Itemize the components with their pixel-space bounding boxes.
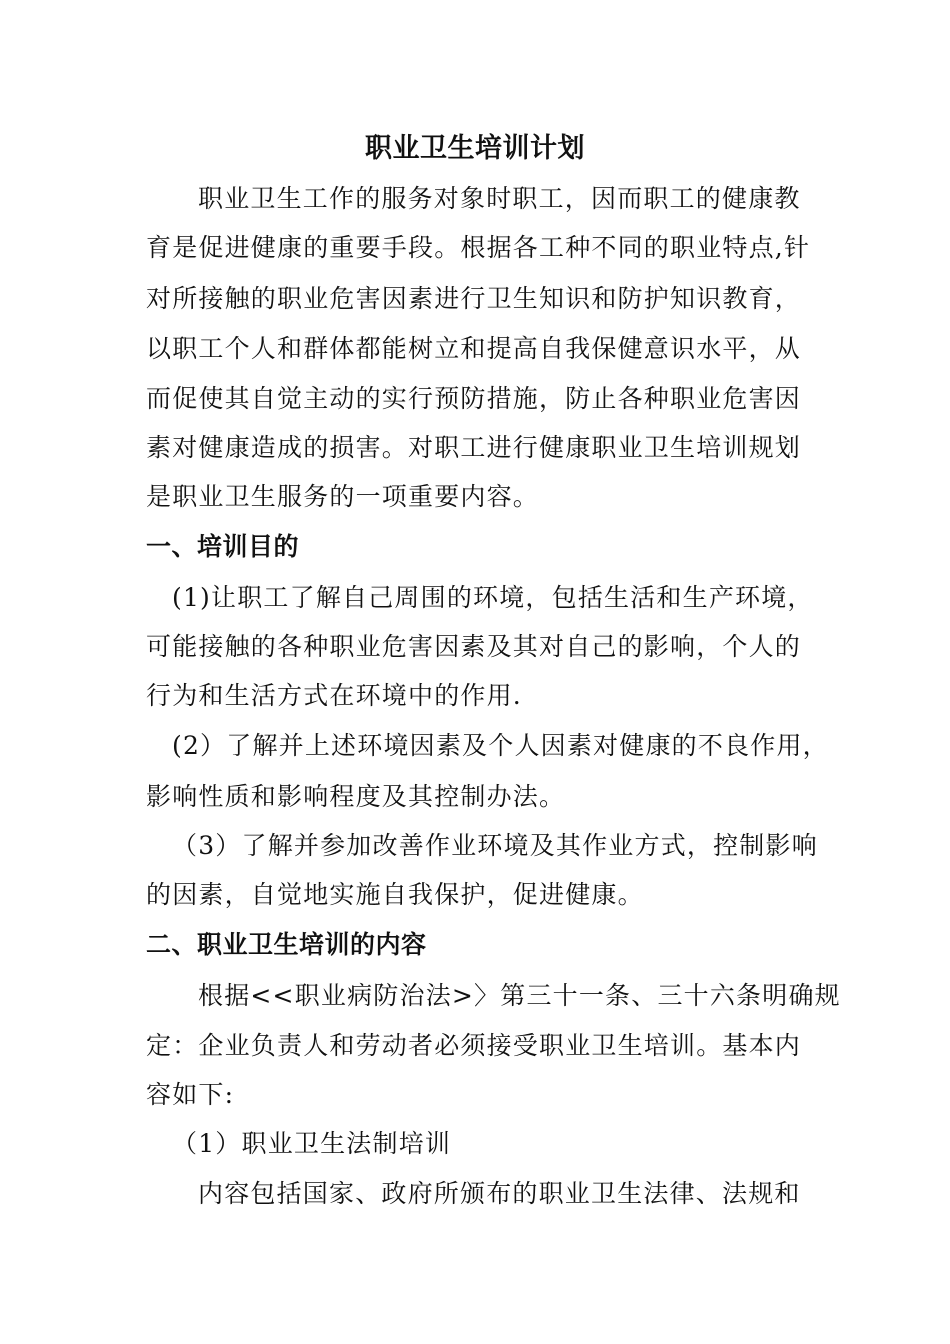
purpose-line-3: 行为和生活方式在环境中的作用. bbox=[146, 681, 522, 710]
intro-line-7: 是职业卫生服务的一项重要内容。 bbox=[146, 482, 540, 511]
intro-line-2: 育是促进健康的重要手段。根据各工种不同的职业特点,针 bbox=[146, 233, 811, 262]
section-heading-purpose: 一、培训目的 bbox=[146, 532, 300, 561]
purpose-line-2: 可能接触的各种职业危害因素及其对自己的影响，个人的 bbox=[146, 632, 802, 661]
purpose-line-1: (1)让职工了解自己周围的环境，包括生活和生产环境， bbox=[172, 583, 814, 612]
content-line-4: （1）职业卫生法制培训 bbox=[172, 1129, 452, 1158]
purpose-line-7: 的因素，自觉地实施自我保护，促进健康。 bbox=[146, 880, 644, 909]
document-title: 职业卫生培训计划 bbox=[365, 133, 585, 164]
purpose-line-6: （3）了解并参加改善作业环境及其作业方式，控制影响 bbox=[172, 831, 818, 860]
purpose-line-4: (2）了解并上述环境因素及个人因素对健康的不良作用， bbox=[172, 731, 829, 760]
intro-line-1: 职业卫生工作的服务对象时职工，因而职工的健康教 bbox=[198, 184, 801, 213]
content-line-1: 根据<<职业病防治法>〉第三十一条、三十六条明确规 bbox=[198, 981, 841, 1010]
intro-line-4: 以职工个人和群体都能树立和提高自我保健意识水平，从 bbox=[146, 334, 802, 363]
intro-line-5: 而促使其自觉主动的实行预防措施，防止各种职业危害因 bbox=[146, 384, 802, 413]
intro-line-6: 素对健康造成的损害。对职工进行健康职业卫生培训规划 bbox=[146, 433, 802, 462]
content-line-5: 内容包括国家、政府所颁布的职业卫生法律、法规和 bbox=[198, 1179, 801, 1208]
intro-line-3: 对所接触的职业危害因素进行卫生知识和防护知识教育， bbox=[146, 284, 802, 313]
content-line-3: 容如下: bbox=[146, 1080, 235, 1109]
content-line-2: 定：企业负责人和劳动者必须接受职业卫生培训。基本内 bbox=[146, 1031, 802, 1060]
section-heading-content: 二、职业卫生培训的内容 bbox=[146, 930, 427, 959]
purpose-line-5: 影响性质和影响程度及其控制办法。 bbox=[146, 782, 566, 811]
